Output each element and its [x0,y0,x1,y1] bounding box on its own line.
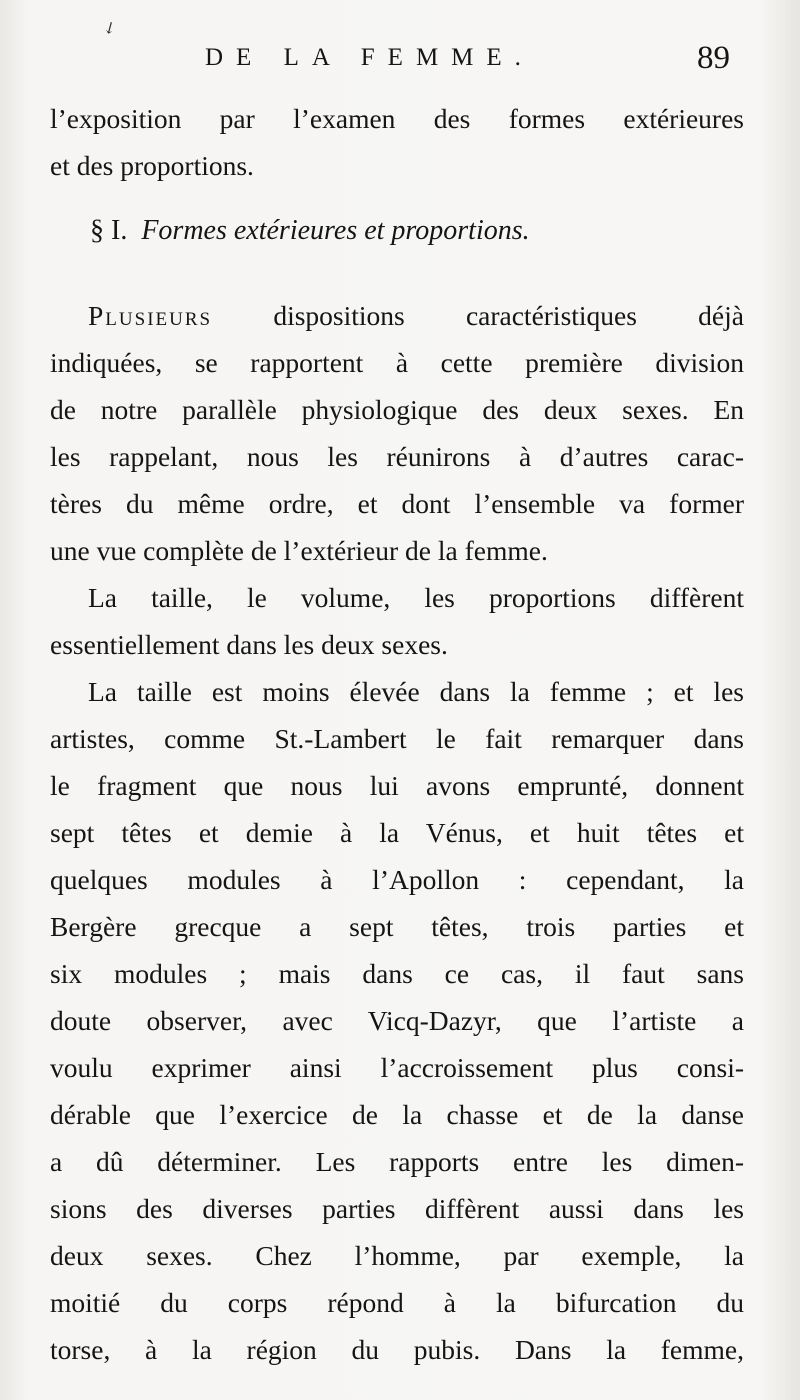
text-line: torse, à la région du pubis. Dans la femme, [50,1334,744,1365]
text-line: et des proportions. [50,150,254,181]
section-marker: § I. [90,215,128,246]
text-line: La taille, le volume, les proportions diffèrent [88,582,744,613]
text-line: les rappelant, nous les réunirons à d’autres carac- [50,441,744,472]
text-line: l’exposition par l’examen des formes extérieures [50,103,744,134]
text-line: a dû déterminer. Les rapports entre les dimen- [50,1146,744,1177]
page-number: 89 [697,40,730,76]
text-line: Bergère grecque a sept têtes, trois parties et [50,911,744,942]
running-title: DE LA FEMME. [205,44,534,71]
text-line: moitié du corps répond à la bifurcation du [50,1287,744,1318]
text-line: essentiellement dans les deux sexes. [50,629,448,660]
section-heading [90,215,530,247]
drop-word: Plusieurs [88,300,213,331]
text-line: quelques modules à l’Apollon : cependant, la [50,864,744,895]
text-line: sept têtes et demie à la Vénus, et huit têtes et [50,817,744,848]
text-line: La taille est moins élevée dans la femme ; et les [88,676,744,707]
text-line: sions des diverses parties diffèrent aussi dans les [50,1193,744,1224]
text-line: tères du même ordre, et dont l’ensemble va former [50,488,744,519]
text-line: doute observer, avec Vicq-Dazyr, que l’artiste a [50,1005,744,1036]
text-line: Plusieurs dispositions caractéristiques déjà [88,300,744,331]
text-line: deux sexes. Chez l’homme, par exemple, la [50,1240,744,1271]
paragraph-3 [50,668,744,1373]
text-line: voulu exprimer ainsi l’accroissement plus consi- [50,1052,744,1083]
pencil-mark: ↙ [99,15,121,40]
text-line: six modules ; mais dans ce cas, il faut sans [50,958,744,989]
paragraph-2 [50,574,744,668]
paragraph-1 [50,292,744,574]
text-line: une vue complète de l’extérieur de la femme. [50,535,548,566]
intro-text [50,95,744,189]
text-line: indiquées, se rapportent à cette première division [50,347,744,378]
text-line: de notre parallèle physiologique des deux sexes. En [50,394,744,425]
text-line: artistes, comme St.-Lambert le fait remarquer dans [50,723,744,754]
text-line: le fragment que nous lui avons emprunté, donnent [50,770,744,801]
text-line: dérable que l’exercice de la chasse et de la danse [50,1099,744,1130]
section-title: Formes extérieures et proportions. [141,215,530,246]
